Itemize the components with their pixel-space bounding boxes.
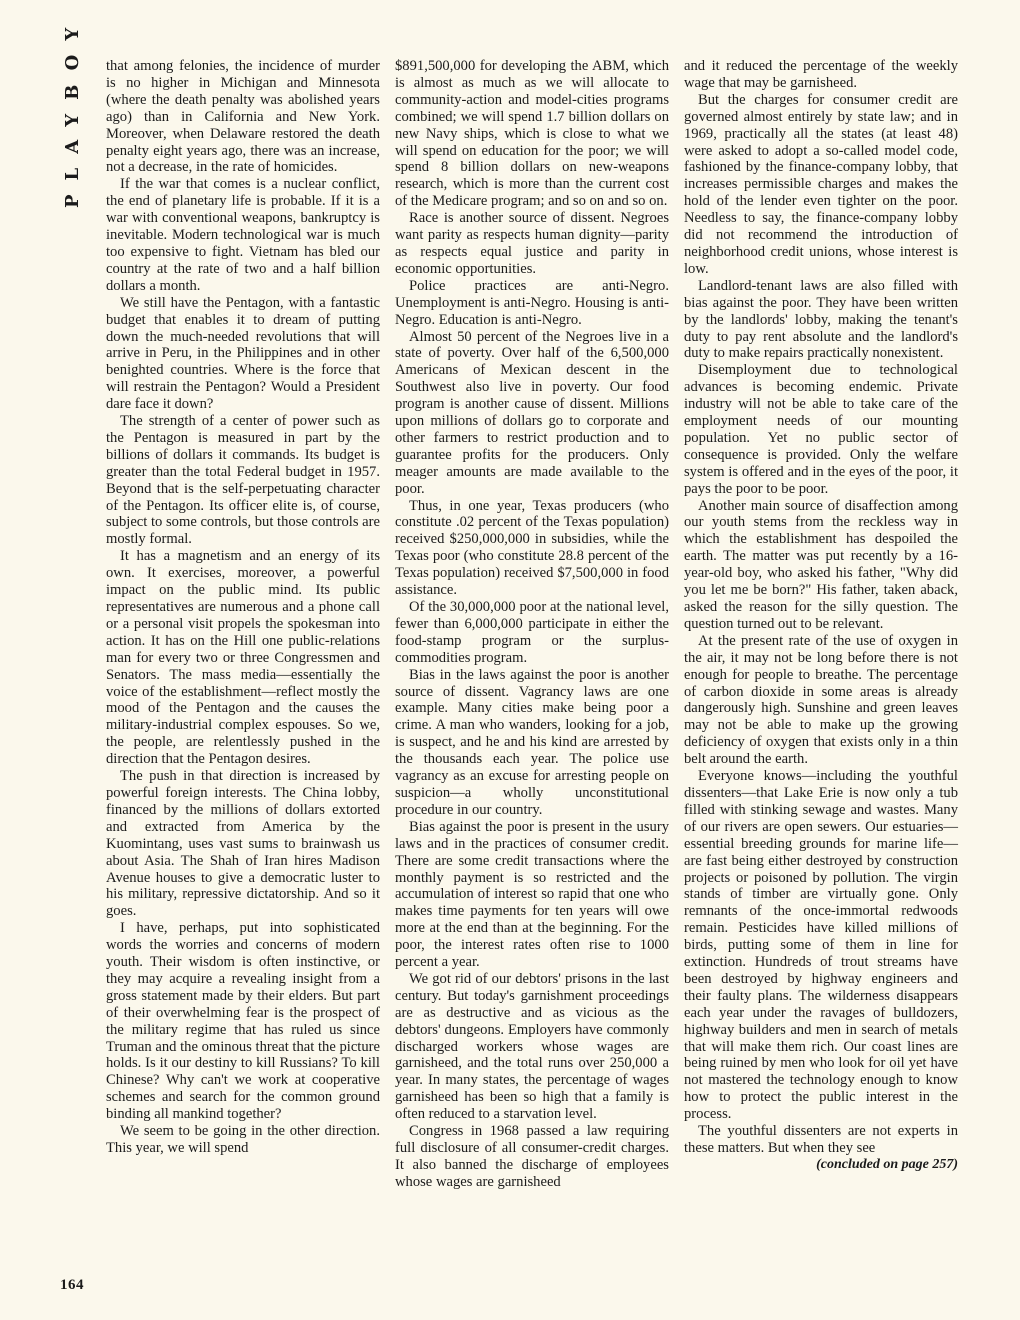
- paragraph: Race is another source of dissent. Negroes want parity as respects human dignity—parity as respects equal justice and parity in economic opportunities.: [395, 210, 669, 277]
- continuation-note: (concluded on page 257): [816, 1156, 958, 1172]
- masthead-text: PLAYBOY: [62, 13, 83, 208]
- article-column-1: [106, 58, 380, 1157]
- paragraph: We still have the Pentagon, with a fantastic budget that enables it to dream of putting down the much-needed revolutions that will arrive in Peru, in the Philippines and in other benighted countries. Where is the force that will restrain the Pentagon? Would a President dare face it down?: [106, 294, 380, 413]
- magazine-masthead-vertical: [58, 13, 88, 218]
- paragraph: Thus, in one year, Texas producers (who constitute .02 percent of the Texas population) received $250,000,000 in subsidies, while the Texas poor (who constitute 28.8 percent of the Texas population) received $7,500,000 in food assistance.: [395, 497, 669, 599]
- paragraph: Another main source of disaffection among our youth stems from the reckless way in which the establishment has despoiled the earth. The matter was put recently by a 16-year-old boy, who asked his father, "Why did you let me be born?" His father, taken aback, asked the reason for the silly question. The question turned out to be relevant.: [684, 497, 958, 632]
- page-number: 164: [60, 1277, 84, 1293]
- paragraph: The youthful dissenters are not experts in these matters. But when they see: [684, 1123, 958, 1156]
- paragraph: We got rid of our debtors' prisons in the last century. But today's garnishment proceedings are as destructive and as vicious as the debtors' dungeons. Employers have commonly discharged workers whose wages are garnisheed, and the total runs over 250,000 a year. In many states, the percentage of wages garnisheed has been so high that a family is often reduced to a starvation level.: [395, 970, 669, 1123]
- paragraph: Bias against the poor is present in the usury laws and in the practices of consumer credit. There are some credit transactions where the monthly payment is so restricted and the accumulation of interest so rapid that one who makes time payments for ten years will owe more at the end than at the beginning. For the poor, the interest rates often rise to 1000 percent a year.: [395, 818, 669, 971]
- paragraph: The push in that direction is increased by powerful foreign interests. The China lobby, financed by the millions of dollars extorted and extracted from America by the Kuomintang, uses vast sums to brainwash us about Asia. The Shah of Iran hires Madison Avenue houses to give a democratic luster to his military, repressive dictatorship. And so it goes.: [106, 768, 380, 920]
- paragraph: Disemployment due to technological advances is becoming endemic. Private industry will not be able to take care of the employment needs of our mounting population. Yet no public sector of consequence is provided. Only the welfare system is offered and in the eyes of the poor, it pays the poor to be poor.: [684, 362, 958, 497]
- paragraph: If the war that comes is a nuclear conflict, the end of planetary life is probable. If it is a war with conventional weapons, bankruptcy is inevitable. Modern technological war is much too expensive to fight. Vietnam has bled our country at the rate of two and a half billion dollars a month.: [106, 176, 380, 294]
- article-column-2: [395, 58, 669, 1191]
- paragraph: Everyone knows—including the youthful dissenters—that Lake Erie is now only a tub filled with stinking sewage and wastes. Many of our rivers are open sewers. Our estuaries—essential breeding grounds for marine life—are fast being either destroyed by construction projects or poisoned by pollution. The virgin stands of timber are virtually gone. Only remnants of the once-immortal redwoods remain. Pesticides have killed millions of birds, putting some of them in line for extinction. Hundreds of trout streams have been destroyed by highway engineers and their faulty plans. The wilderness disappears each year under the ravages of bulldozers, highway builders and men in search of metals that will make them rich. Our coast lines are being ruined by men who look for oil yet have not mastered the technology enough to know how to protect the public interest in the process.: [684, 768, 958, 1123]
- paragraph: Almost 50 percent of the Negroes live in a state of poverty. Over half of the 6,500,000 Americans of Mexican descent in the Southwest also live in poverty. Our food program is another cause of dissent. Millions upon millions of dollars go to corporate and other farmers to restrict production and to guarantee profits for the producers. Only meager amounts are made available to the poor.: [395, 328, 669, 497]
- paragraph: But the charges for consumer credit are governed almost entirely by state law; and in 1969, practically all the states (at least 48) were asked to adopt a so-called model code, fashioned by the finance-company lobby, that increases permissible charges and makes the hold of the lender even tighter on the poor. Needless to say, the finance-company lobby did not recommend the introduction of neighborhood credit unions, whose interest is low.: [684, 91, 958, 277]
- paragraph: $891,500,000 for developing the ABM, which is almost as much as we will allocate to community-action and model-cities programs combined; we will spend 1.7 billion dollars on new Navy ships, which is close to what we will spend on education for the poor; we will spend 8 billion dollars on new-weapons research, which is more than the current cost of the Medicare program; and so on and so on.: [395, 58, 669, 210]
- paragraph: The strength of a center of power such as the Pentagon is measured in part by the billions of dollars it commands. Its budget is greater than the total Federal budget in 1957. Beyond that is the self-perpetuating character of the Pentagon. Its officer elite is, of course, subject to some controls, but those controls are mostly formal.: [106, 413, 380, 548]
- paragraph: We seem to be going in the other direction. This year, we will spend: [106, 1123, 380, 1156]
- article-column-3: [684, 58, 958, 1174]
- paragraph: Bias in the laws against the poor is another source of dissent. Vagrancy laws are one example. Many cities make being poor a crime. A man who wanders, looking for a job, is suspect, and he and his kind are arrested by the thousands each year. The police use vagrancy as an excuse for arresting people on suspicion—a wholly unconstitutional procedure in our country.: [395, 666, 669, 818]
- paragraph: and it reduced the percentage of the weekly wage that may be garnisheed.: [684, 58, 958, 91]
- paragraph: Police practices are anti-Negro. Unemployment is anti-Negro. Housing is anti-Negro. Education is anti-Negro.: [395, 277, 669, 328]
- paragraph: that among felonies, the incidence of murder is no higher in Michigan and Minnesota (where the death penalty was abolished years ago) than in California and New York. Moreover, when Delaware restored the death penalty eight years ago, there was an increase, not a decrease, in the rate of homicides.: [106, 58, 380, 176]
- paragraph: I have, perhaps, put into sophisticated words the worries and concerns of modern youth. Their wisdom is often instinctive, or they may acquire a revealing insight from a gross statement made by their elders. But part of their overwhelming fear is the prospect of the military regime that has ruled us since Truman and the ominous threat that the picture holds. Is it our destiny to kill Russians? To kill Chinese? Why can't we work at cooperative schemes and search for the common ground binding all mankind together?: [106, 920, 380, 1123]
- paragraph: It has a magnetism and an energy of its own. It exercises, moreover, a powerful impact on the public mind. Its public representatives are numerous and a phone call or a personal visit propels the spokesman into action. It has on the Hill one public-relations man for every two or three Congressmen and Senators. The mass media—essentially the voice of the establishment—reflect mostly the mood of the Pentagon and the causes the military-industrial complex espouses. So we, the people, are relentlessly pushed in the direction that the Pentagon desires.: [106, 548, 380, 768]
- paragraph: Landlord-tenant laws are also filled with bias against the poor. They have been written by the landlords' lobby, making the tenant's duty to pay rent absolute and the landlord's duty to make repairs practically nonexistent.: [684, 277, 958, 362]
- paragraph: Of the 30,000,000 poor at the national level, fewer than 6,000,000 participate in either the food-stamp program or the surplus-commodities program.: [395, 599, 669, 666]
- paragraph: Congress in 1968 passed a law requiring full disclosure of all consumer-credit charges. It also banned the discharge of employees whose wages are garnisheed: [395, 1123, 669, 1190]
- paragraph: At the present rate of the use of oxygen in the air, it may not be long before there is not enough for people to breathe. The percentage of carbon dioxide in some areas is already dangerously high. Sunshine and green leaves may not be able to make up the growing deficiency of oxygen that exists only in a thin belt around the earth.: [684, 632, 958, 768]
